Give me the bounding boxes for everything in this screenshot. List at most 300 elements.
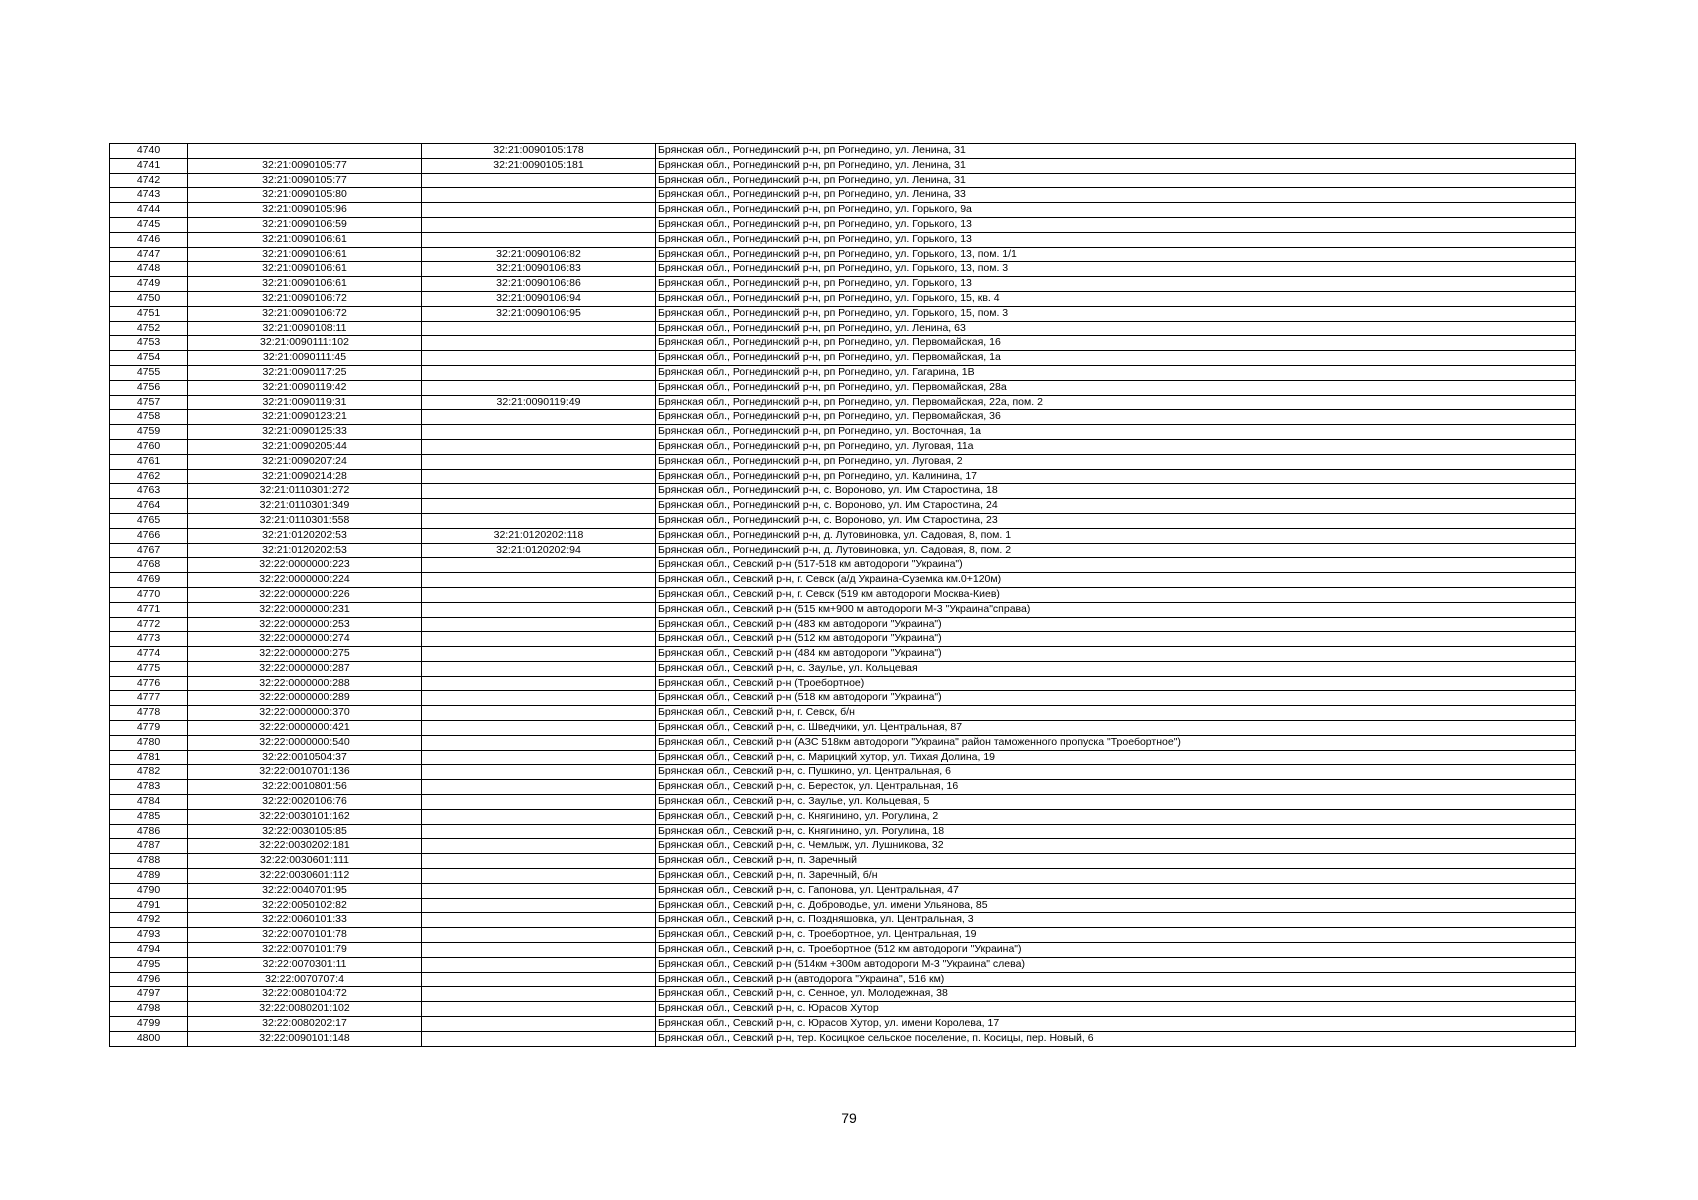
address-cell: Брянская обл., Севский р-н, с. Поздняшовка, ул. Центральная, 3	[656, 913, 1576, 928]
row-number-cell: 4747	[110, 247, 188, 262]
sub-object-number-cell: 32:21:0120202:118	[422, 528, 656, 543]
row-number-cell: 4748	[110, 262, 188, 277]
row-number-cell: 4769	[110, 573, 188, 588]
sub-object-number-cell	[422, 203, 656, 218]
row-number-cell: 4796	[110, 972, 188, 987]
sub-object-number-cell	[422, 1031, 656, 1046]
address-cell: Брянская обл., Севский р-н, с. Княгинино, ул. Рогулина, 18	[656, 824, 1576, 839]
table-row	[110, 469, 1576, 484]
address-cell: Брянская обл., Рогнединский р-н, рп Рогнедино, ул. Горького, 15, пом. 3	[656, 306, 1576, 321]
sub-object-number-cell	[422, 735, 656, 750]
address-cell: Брянская обл., Рогнединский р-н, рп Рогнедино, ул. Горького, 13, пом. 3	[656, 262, 1576, 277]
sub-object-number-cell	[422, 750, 656, 765]
table-row	[110, 1002, 1576, 1017]
cadastral-number-cell: 32:22:0090101:148	[188, 1031, 422, 1046]
cadastral-number-cell: 32:22:0000000:253	[188, 617, 422, 632]
cadastral-number-cell: 32:22:0000000:224	[188, 573, 422, 588]
cadastral-number-cell: 32:21:0090106:72	[188, 291, 422, 306]
row-number-cell: 4790	[110, 883, 188, 898]
address-cell: Брянская обл., Севский р-н, с. Княгинино, ул. Рогулина, 2	[656, 809, 1576, 824]
address-cell: Брянская обл., Севский р-н (517-518 км автодороги "Украина")	[656, 558, 1576, 573]
row-number-cell: 4749	[110, 277, 188, 292]
address-cell: Брянская обл., Рогнединский р-н, рп Рогнедино, ул. Восточная, 1а	[656, 425, 1576, 440]
sub-object-number-cell	[422, 484, 656, 499]
row-number-cell: 4745	[110, 217, 188, 232]
table-row	[110, 321, 1576, 336]
sub-object-number-cell	[422, 824, 656, 839]
address-cell: Брянская обл., Севский р-н, с. Заулье, ул. Кольцевая, 5	[656, 795, 1576, 810]
sub-object-number-cell	[422, 913, 656, 928]
table-row	[110, 602, 1576, 617]
registry-table-body	[110, 144, 1576, 1047]
cadastral-number-cell: 32:21:0090119:31	[188, 395, 422, 410]
cadastral-number-cell: 32:22:0000000:421	[188, 721, 422, 736]
address-cell: Брянская обл., Севский р-н (518 км автодороги "Украина")	[656, 691, 1576, 706]
sub-object-number-cell: 32:21:0090105:181	[422, 158, 656, 173]
row-number-cell: 4786	[110, 824, 188, 839]
row-number-cell: 4794	[110, 943, 188, 958]
table-row	[110, 750, 1576, 765]
cadastral-number-cell: 32:22:0000000:274	[188, 632, 422, 647]
address-cell: Брянская обл., Севский р-н (514км +300м автодороги М-3 "Украина" слева)	[656, 957, 1576, 972]
address-cell: Брянская обл., Рогнединский р-н, рп Рогнедино, ул. Луговая, 11а	[656, 439, 1576, 454]
cadastral-number-cell: 32:22:0000000:226	[188, 587, 422, 602]
cadastral-number-cell: 32:22:0030101:162	[188, 809, 422, 824]
address-cell: Брянская обл., Рогнединский р-н, рп Рогнедино, ул. Горького, 13	[656, 217, 1576, 232]
row-number-cell: 4760	[110, 439, 188, 454]
table-row	[110, 351, 1576, 366]
cadastral-number-cell: 32:22:0070101:78	[188, 928, 422, 943]
address-cell: Брянская обл., Рогнединский р-н, рп Рогнедино, ул. Ленина, 33	[656, 188, 1576, 203]
table-row	[110, 691, 1576, 706]
sub-object-number-cell	[422, 351, 656, 366]
row-number-cell: 4743	[110, 188, 188, 203]
cadastral-number-cell: 32:22:0070707:4	[188, 972, 422, 987]
table-row	[110, 972, 1576, 987]
cadastral-number-cell: 32:22:0040701:95	[188, 883, 422, 898]
sub-object-number-cell	[422, 602, 656, 617]
row-number-cell: 4800	[110, 1031, 188, 1046]
row-number-cell: 4766	[110, 528, 188, 543]
address-cell: Брянская обл., Рогнединский р-н, с. Вороново, ул. Им Старостина, 24	[656, 499, 1576, 514]
address-cell: Брянская обл., Рогнединский р-н, д. Лутовиновка, ул. Садовая, 8, пом. 2	[656, 543, 1576, 558]
table-row	[110, 439, 1576, 454]
table-row	[110, 957, 1576, 972]
cadastral-number-cell: 32:22:0000000:275	[188, 647, 422, 662]
address-cell: Брянская обл., Рогнединский р-н, с. Вороново, ул. Им Старостина, 23	[656, 513, 1576, 528]
address-cell: Брянская обл., Севский р-н (АЗС 518км автодороги "Украина" район таможенного пропуска "Троебортное")	[656, 735, 1576, 750]
sub-object-number-cell	[422, 188, 656, 203]
row-number-cell: 4781	[110, 750, 188, 765]
sub-object-number-cell	[422, 839, 656, 854]
sub-object-number-cell	[422, 706, 656, 721]
address-cell: Брянская обл., Рогнединский р-н, рп Рогнедино, ул. Первомайская, 22а, пом. 2	[656, 395, 1576, 410]
table-row	[110, 513, 1576, 528]
sub-object-number-cell	[422, 587, 656, 602]
cadastral-number-cell: 32:22:0010801:56	[188, 780, 422, 795]
table-row	[110, 824, 1576, 839]
sub-object-number-cell	[422, 380, 656, 395]
sub-object-number-cell	[422, 632, 656, 647]
row-number-cell: 4795	[110, 957, 188, 972]
row-number-cell: 4744	[110, 203, 188, 218]
sub-object-number-cell	[422, 617, 656, 632]
address-cell: Брянская обл., Рогнединский р-н, с. Вороново, ул. Им Старостина, 18	[656, 484, 1576, 499]
cadastral-number-cell: 32:22:0030105:85	[188, 824, 422, 839]
row-number-cell: 4763	[110, 484, 188, 499]
address-cell: Брянская обл., Рогнединский р-н, рп Рогнедино, ул. Горького, 15, кв. 4	[656, 291, 1576, 306]
address-cell: Брянская обл., Севский р-н, с. Пушкино, ул. Центральная, 6	[656, 765, 1576, 780]
cadastral-number-cell: 32:21:0090214:28	[188, 469, 422, 484]
table-row	[110, 898, 1576, 913]
cadastral-number-cell: 32:21:0090105:77	[188, 158, 422, 173]
cadastral-number-cell: 32:22:0070301:11	[188, 957, 422, 972]
address-cell: Брянская обл., Севский р-н, с. Марицкий хутор, ул. Тихая Долина, 19	[656, 750, 1576, 765]
address-cell: Брянская обл., Севский р-н (512 км автодороги "Украина")	[656, 632, 1576, 647]
cadastral-number-cell: 32:22:0000000:287	[188, 661, 422, 676]
table-row	[110, 425, 1576, 440]
cadastral-number-cell: 32:21:0090119:42	[188, 380, 422, 395]
row-number-cell: 4765	[110, 513, 188, 528]
table-row	[110, 883, 1576, 898]
address-cell: Брянская обл., Севский р-н, с. Юрасов Хутор	[656, 1002, 1576, 1017]
cadastral-number-cell: 32:21:0090106:61	[188, 247, 422, 262]
sub-object-number-cell	[422, 173, 656, 188]
sub-object-number-cell	[422, 972, 656, 987]
sub-object-number-cell	[422, 883, 656, 898]
table-row	[110, 854, 1576, 869]
address-cell: Брянская обл., Рогнединский р-н, рп Рогнедино, ул. Первомайская, 28а	[656, 380, 1576, 395]
address-cell: Брянская обл., Севский р-н, г. Севск (519 км автодороги Москва-Киев)	[656, 587, 1576, 602]
address-cell: Брянская обл., Севский р-н, с. Троебортное, ул. Центральная, 19	[656, 928, 1576, 943]
cadastral-number-cell: 32:22:0030601:111	[188, 854, 422, 869]
row-number-cell: 4742	[110, 173, 188, 188]
table-row	[110, 1031, 1576, 1046]
cadastral-number-cell	[188, 144, 422, 159]
row-number-cell: 4799	[110, 1017, 188, 1032]
table-row	[110, 943, 1576, 958]
sub-object-number-cell	[422, 721, 656, 736]
sub-object-number-cell	[422, 869, 656, 884]
table-row	[110, 528, 1576, 543]
cadastral-number-cell: 32:21:0090106:61	[188, 262, 422, 277]
row-number-cell: 4746	[110, 232, 188, 247]
cadastral-number-cell: 32:22:0000000:289	[188, 691, 422, 706]
row-number-cell: 4784	[110, 795, 188, 810]
cadastral-number-cell: 32:22:0080202:17	[188, 1017, 422, 1032]
address-cell: Брянская обл., Рогнединский р-н, рп Рогнедино, ул. Первомайская, 36	[656, 410, 1576, 425]
row-number-cell: 4798	[110, 1002, 188, 1017]
table-row	[110, 869, 1576, 884]
cadastral-number-cell: 32:21:0120202:53	[188, 543, 422, 558]
address-cell: Брянская обл., Рогнединский р-н, рп Рогнедино, ул. Горького, 13, пом. 1/1	[656, 247, 1576, 262]
row-number-cell: 4756	[110, 380, 188, 395]
address-cell: Брянская обл., Рогнединский р-н, рп Рогнедино, ул. Горького, 9а	[656, 203, 1576, 218]
row-number-cell: 4754	[110, 351, 188, 366]
table-row	[110, 336, 1576, 351]
table-row	[110, 617, 1576, 632]
address-cell: Брянская обл., Севский р-н, г. Севск, б/н	[656, 706, 1576, 721]
row-number-cell: 4764	[110, 499, 188, 514]
address-cell: Брянская обл., Рогнединский р-н, рп Рогнедино, ул. Первомайская, 1а	[656, 351, 1576, 366]
row-number-cell: 4787	[110, 839, 188, 854]
address-cell: Брянская обл., Севский р-н, с. Гапонова, ул. Центральная, 47	[656, 883, 1576, 898]
row-number-cell: 4741	[110, 158, 188, 173]
table-row	[110, 780, 1576, 795]
sub-object-number-cell: 32:21:0090106:86	[422, 277, 656, 292]
sub-object-number-cell	[422, 780, 656, 795]
address-cell: Брянская обл., Севский р-н, с. Заулье, ул. Кольцевая	[656, 661, 1576, 676]
row-number-cell: 4753	[110, 336, 188, 351]
sub-object-number-cell	[422, 454, 656, 469]
table-row	[110, 765, 1576, 780]
row-number-cell: 4759	[110, 425, 188, 440]
sub-object-number-cell	[422, 691, 656, 706]
address-cell: Брянская обл., Рогнединский р-н, рп Рогнедино, ул. Ленина, 31	[656, 144, 1576, 159]
row-number-cell: 4773	[110, 632, 188, 647]
row-number-cell: 4751	[110, 306, 188, 321]
sub-object-number-cell	[422, 558, 656, 573]
table-row	[110, 232, 1576, 247]
table-row	[110, 587, 1576, 602]
row-number-cell: 4752	[110, 321, 188, 336]
table-row	[110, 306, 1576, 321]
table-row	[110, 795, 1576, 810]
row-number-cell: 4785	[110, 809, 188, 824]
cadastral-number-cell: 32:22:0030202:181	[188, 839, 422, 854]
address-cell: Брянская обл., Севский р-н, г. Севск (а/д Украина-Суземка км.0+120м)	[656, 573, 1576, 588]
cadastral-number-cell: 32:21:0090105:77	[188, 173, 422, 188]
table-row	[110, 499, 1576, 514]
cadastral-number-cell: 32:21:0110301:272	[188, 484, 422, 499]
sub-object-number-cell: 32:21:0090106:95	[422, 306, 656, 321]
table-row	[110, 706, 1576, 721]
sub-object-number-cell: 32:21:0120202:94	[422, 543, 656, 558]
table-row	[110, 809, 1576, 824]
cadastral-number-cell: 32:22:0000000:540	[188, 735, 422, 750]
address-cell: Брянская обл., Рогнединский р-н, рп Рогнедино, ул. Гагарина, 1В	[656, 365, 1576, 380]
table-row	[110, 1017, 1576, 1032]
address-cell: Брянская обл., Севский р-н, с. Доброводье, ул. имени Ульянова, 85	[656, 898, 1576, 913]
row-number-cell: 4771	[110, 602, 188, 617]
row-number-cell: 4761	[110, 454, 188, 469]
address-cell: Брянская обл., Севский р-н, с. Шведчики, ул. Центральная, 87	[656, 721, 1576, 736]
table-row	[110, 721, 1576, 736]
cadastral-number-cell: 32:21:0090106:61	[188, 277, 422, 292]
sub-object-number-cell	[422, 439, 656, 454]
table-row	[110, 217, 1576, 232]
cadastral-number-cell: 32:21:0090108:11	[188, 321, 422, 336]
table-row	[110, 158, 1576, 173]
sub-object-number-cell	[422, 365, 656, 380]
address-cell: Брянская обл., Севский р-н, п. Заречный, б/н	[656, 869, 1576, 884]
address-cell: Брянская обл., Севский р-н (483 км автодороги "Украина")	[656, 617, 1576, 632]
row-number-cell: 4775	[110, 661, 188, 676]
cadastral-number-cell: 32:21:0090106:72	[188, 306, 422, 321]
cadastral-number-cell: 32:22:0000000:231	[188, 602, 422, 617]
row-number-cell: 4740	[110, 144, 188, 159]
sub-object-number-cell	[422, 336, 656, 351]
cadastral-number-cell: 32:22:0020106:76	[188, 795, 422, 810]
address-cell: Брянская обл., Севский р-н (Троебортное)	[656, 676, 1576, 691]
row-number-cell: 4779	[110, 721, 188, 736]
sub-object-number-cell: 32:21:0090106:83	[422, 262, 656, 277]
address-cell: Брянская обл., Рогнединский р-н, рп Рогнедино, ул. Луговая, 2	[656, 454, 1576, 469]
cadastral-number-cell: 32:21:0090111:45	[188, 351, 422, 366]
table-row	[110, 410, 1576, 425]
table-row	[110, 144, 1576, 159]
cadastral-number-cell: 32:22:0080104:72	[188, 987, 422, 1002]
table-row	[110, 839, 1576, 854]
table-row	[110, 173, 1576, 188]
registry-table	[109, 143, 1576, 1047]
table-row	[110, 573, 1576, 588]
table-row	[110, 454, 1576, 469]
sub-object-number-cell: 32:21:0090106:82	[422, 247, 656, 262]
address-cell: Брянская обл., Рогнединский р-н, рп Рогнедино, ул. Горького, 13	[656, 277, 1576, 292]
row-number-cell: 4789	[110, 869, 188, 884]
address-cell: Брянская обл., Рогнединский р-н, рп Рогнедино, ул. Ленина, 31	[656, 158, 1576, 173]
table-row	[110, 558, 1576, 573]
sub-object-number-cell	[422, 987, 656, 1002]
cadastral-number-cell: 32:22:0010504:37	[188, 750, 422, 765]
address-cell: Брянская обл., Севский р-н, тер. Косицкое сельское поселение, п. Косицы, пер. Новый, 6	[656, 1031, 1576, 1046]
sub-object-number-cell	[422, 943, 656, 958]
row-number-cell: 4783	[110, 780, 188, 795]
address-cell: Брянская обл., Севский р-н, с. Юрасов Хутор, ул. имени Королева, 17	[656, 1017, 1576, 1032]
cadastral-number-cell: 32:22:0080201:102	[188, 1002, 422, 1017]
address-cell: Брянская обл., Севский р-н (автодорога "Украина", 516 км)	[656, 972, 1576, 987]
table-row	[110, 676, 1576, 691]
table-row	[110, 913, 1576, 928]
address-cell: Брянская обл., Севский р-н (515 км+900 м автодороги М-3 "Украина"справа)	[656, 602, 1576, 617]
row-number-cell: 4782	[110, 765, 188, 780]
table-row	[110, 395, 1576, 410]
row-number-cell: 4791	[110, 898, 188, 913]
row-number-cell: 4797	[110, 987, 188, 1002]
cadastral-number-cell: 32:21:0090117:25	[188, 365, 422, 380]
row-number-cell: 4776	[110, 676, 188, 691]
sub-object-number-cell	[422, 765, 656, 780]
sub-object-number-cell	[422, 795, 656, 810]
sub-object-number-cell: 32:21:0090106:94	[422, 291, 656, 306]
table-row	[110, 247, 1576, 262]
cadastral-number-cell: 32:21:0110301:349	[188, 499, 422, 514]
cadastral-number-cell: 32:21:0090105:80	[188, 188, 422, 203]
row-number-cell: 4777	[110, 691, 188, 706]
sub-object-number-cell	[422, 1002, 656, 1017]
address-cell: Брянская обл., Рогнединский р-н, д. Лутовиновка, ул. Садовая, 8, пом. 1	[656, 528, 1576, 543]
cadastral-number-cell: 32:21:0090105:96	[188, 203, 422, 218]
cadastral-number-cell: 32:21:0090125:33	[188, 425, 422, 440]
table-row	[110, 484, 1576, 499]
sub-object-number-cell	[422, 573, 656, 588]
row-number-cell: 4762	[110, 469, 188, 484]
sub-object-number-cell	[422, 854, 656, 869]
table-row	[110, 632, 1576, 647]
table-row	[110, 543, 1576, 558]
sub-object-number-cell	[422, 898, 656, 913]
cadastral-number-cell: 32:22:0010701:136	[188, 765, 422, 780]
sub-object-number-cell	[422, 321, 656, 336]
cadastral-number-cell: 32:22:0000000:370	[188, 706, 422, 721]
address-cell: Брянская обл., Севский р-н, с. Чемлыж, ул. Лушникова, 32	[656, 839, 1576, 854]
table-row	[110, 380, 1576, 395]
table-row	[110, 735, 1576, 750]
cadastral-number-cell: 32:22:0050102:82	[188, 898, 422, 913]
sub-object-number-cell	[422, 217, 656, 232]
sub-object-number-cell	[422, 661, 656, 676]
cadastral-number-cell: 32:22:0030601:112	[188, 869, 422, 884]
sub-object-number-cell	[422, 809, 656, 824]
table-row	[110, 291, 1576, 306]
sub-object-number-cell: 32:21:0090119:49	[422, 395, 656, 410]
sub-object-number-cell	[422, 425, 656, 440]
cadastral-number-cell: 32:21:0090111:102	[188, 336, 422, 351]
sub-object-number-cell	[422, 1017, 656, 1032]
row-number-cell: 4788	[110, 854, 188, 869]
cadastral-number-cell: 32:21:0110301:558	[188, 513, 422, 528]
address-cell: Брянская обл., Севский р-н, п. Заречный	[656, 854, 1576, 869]
cadastral-number-cell: 32:22:0060101:33	[188, 913, 422, 928]
sub-object-number-cell	[422, 513, 656, 528]
table-row	[110, 987, 1576, 1002]
table-row	[110, 277, 1576, 292]
cadastral-number-cell: 32:22:0000000:223	[188, 558, 422, 573]
cadastral-number-cell: 32:22:0070101:79	[188, 943, 422, 958]
row-number-cell: 4767	[110, 543, 188, 558]
row-number-cell: 4774	[110, 647, 188, 662]
row-number-cell: 4758	[110, 410, 188, 425]
address-cell: Брянская обл., Севский р-н (484 км автодороги "Украина")	[656, 647, 1576, 662]
address-cell: Брянская обл., Рогнединский р-н, рп Рогнедино, ул. Горького, 13	[656, 232, 1576, 247]
page-number: 79	[841, 1110, 857, 1126]
address-cell: Брянская обл., Рогнединский р-н, рп Рогнедино, ул. Ленина, 63	[656, 321, 1576, 336]
row-number-cell: 4750	[110, 291, 188, 306]
table-row	[110, 262, 1576, 277]
table-row	[110, 647, 1576, 662]
table-row	[110, 188, 1576, 203]
cadastral-number-cell: 32:21:0090205:44	[188, 439, 422, 454]
table-row	[110, 928, 1576, 943]
sub-object-number-cell	[422, 232, 656, 247]
address-cell: Брянская обл., Рогнединский р-н, рп Рогнедино, ул. Калинина, 17	[656, 469, 1576, 484]
sub-object-number-cell	[422, 647, 656, 662]
sub-object-number-cell	[422, 410, 656, 425]
row-number-cell: 4755	[110, 365, 188, 380]
row-number-cell: 4772	[110, 617, 188, 632]
cadastral-number-cell: 32:21:0090123:21	[188, 410, 422, 425]
address-cell: Брянская обл., Севский р-н, с. Троебортное (512 км автодороги "Украина")	[656, 943, 1576, 958]
row-number-cell: 4757	[110, 395, 188, 410]
row-number-cell: 4780	[110, 735, 188, 750]
address-cell: Брянская обл., Севский р-н, с. Сенное, ул. Молодежная, 38	[656, 987, 1576, 1002]
row-number-cell: 4778	[110, 706, 188, 721]
row-number-cell: 4768	[110, 558, 188, 573]
sub-object-number-cell	[422, 928, 656, 943]
address-cell: Брянская обл., Рогнединский р-н, рп Рогнедино, ул. Ленина, 31	[656, 173, 1576, 188]
sub-object-number-cell	[422, 499, 656, 514]
row-number-cell: 4793	[110, 928, 188, 943]
table-row	[110, 365, 1576, 380]
cadastral-number-cell: 32:21:0090106:59	[188, 217, 422, 232]
sub-object-number-cell	[422, 957, 656, 972]
cadastral-number-cell: 32:21:0090106:61	[188, 232, 422, 247]
sub-object-number-cell	[422, 676, 656, 691]
sub-object-number-cell	[422, 469, 656, 484]
cadastral-number-cell: 32:21:0090207:24	[188, 454, 422, 469]
address-cell: Брянская обл., Рогнединский р-н, рп Рогнедино, ул. Первомайская, 16	[656, 336, 1576, 351]
